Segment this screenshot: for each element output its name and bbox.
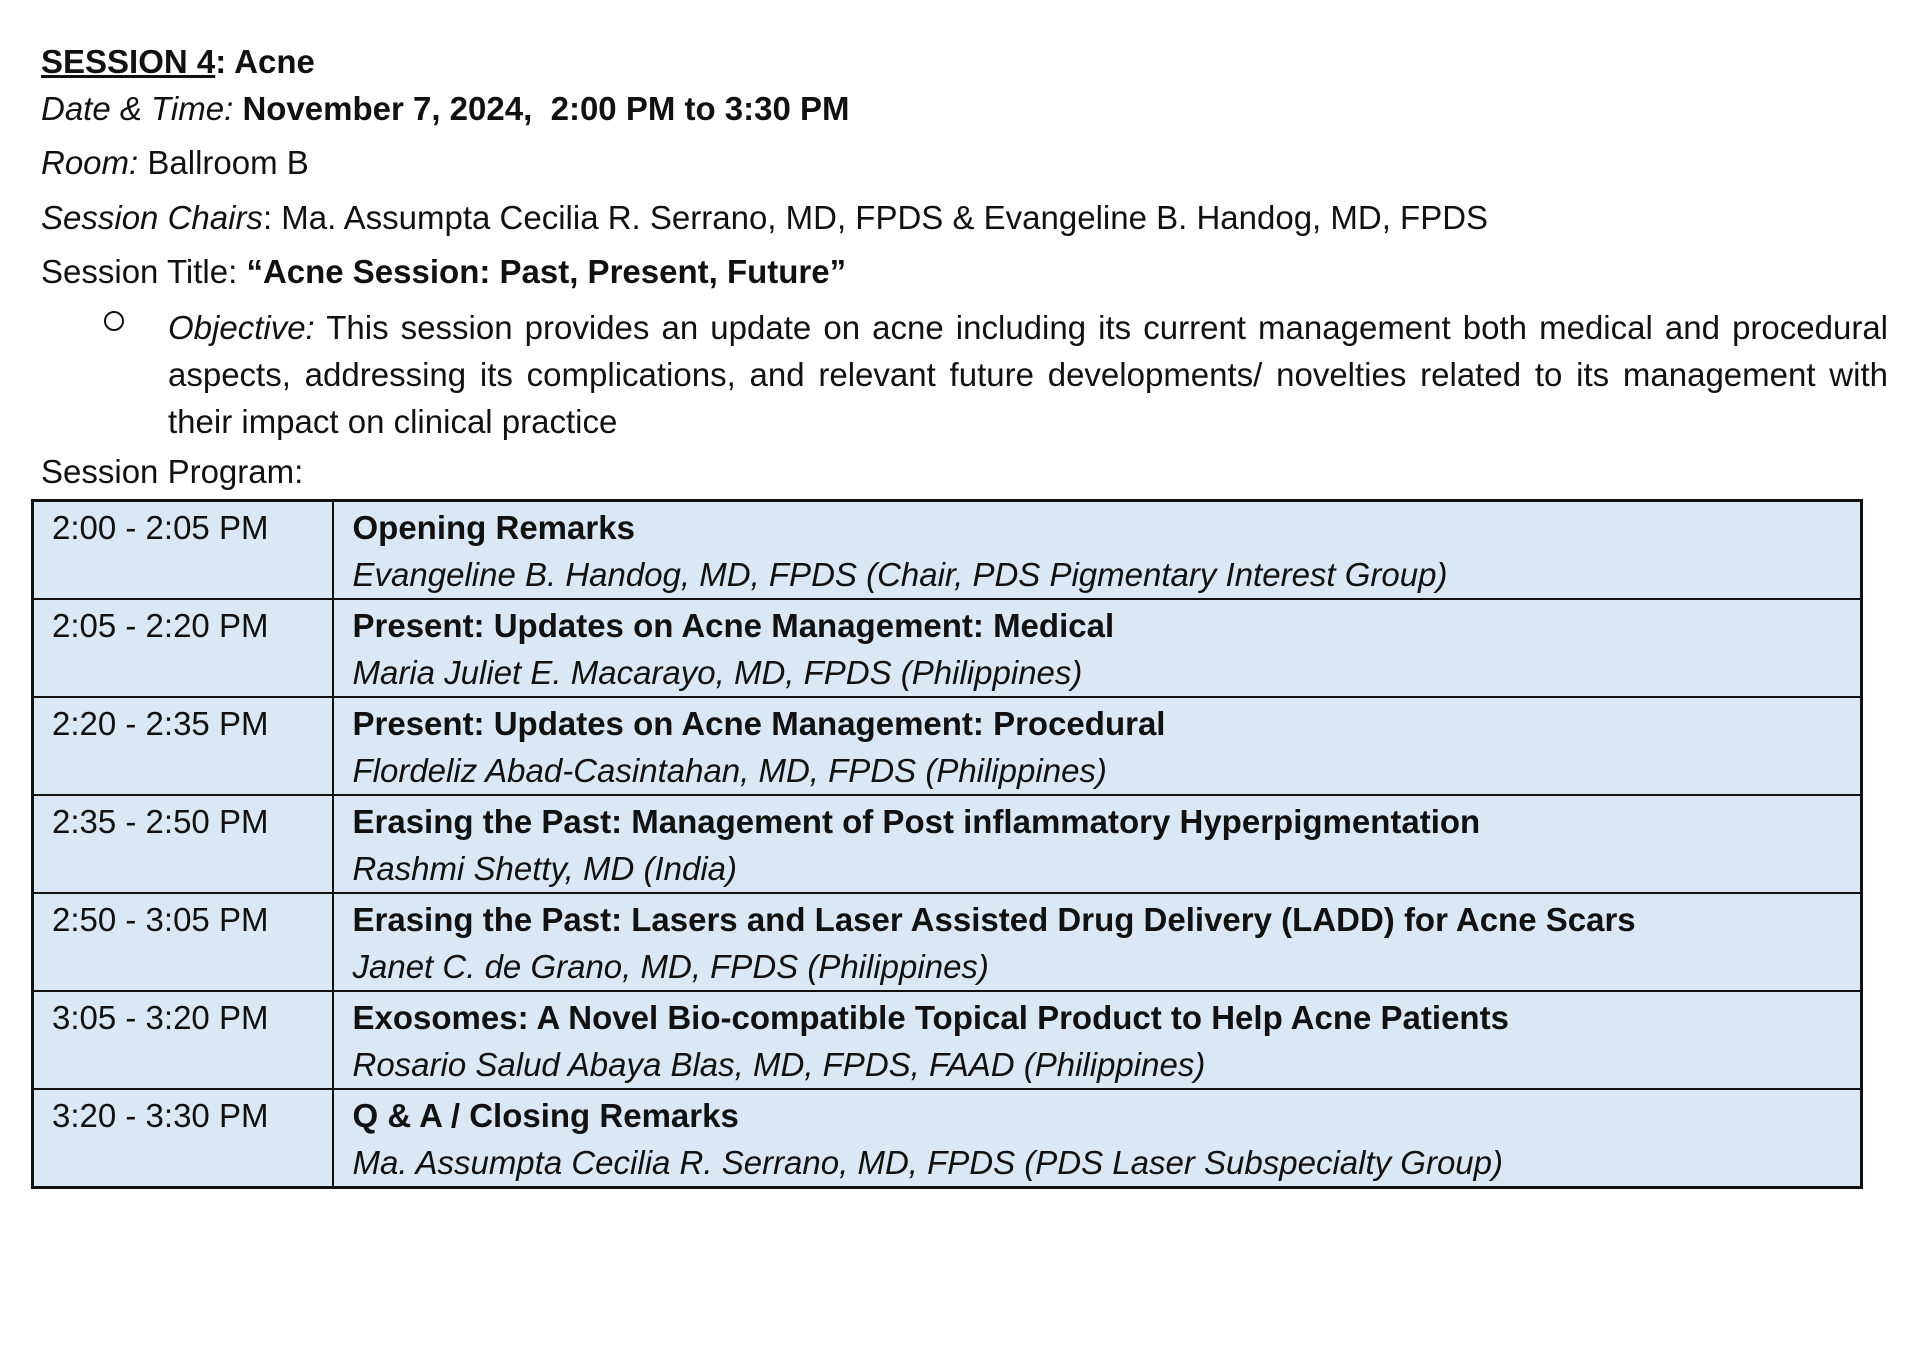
talk-title: Erasing the Past: Management of Post inflammatory Hyperpigmentation — [352, 803, 1481, 840]
chairs-label: Session Chairs — [41, 199, 263, 236]
talk-title: Q & A / Closing Remarks — [352, 1097, 739, 1134]
talk-speaker: Evangeline B. Handog, MD, FPDS (Chair, PDS Pigmentary Interest Group) — [352, 556, 1448, 593]
talk-title: Opening Remarks — [352, 509, 635, 546]
talk-cell — [333, 991, 1862, 1089]
chairs-value: : Ma. Assumpta Cecilia R. Serrano, MD, FPDS & Evangeline B. Handog, MD, FPDS — [262, 199, 1489, 236]
date-label: Date & Time: — [41, 90, 234, 127]
table-row — [33, 795, 1862, 893]
bullet-circle-icon — [104, 311, 124, 331]
table-row — [33, 1089, 1862, 1188]
objective-paragraph — [168, 304, 1888, 445]
chairs-line — [41, 196, 1488, 240]
objective-label: Objective: — [168, 309, 315, 346]
talk-speaker: Janet C. de Grano, MD, FPDS (Philippines) — [352, 948, 989, 985]
table-row — [33, 599, 1862, 697]
time-cell: 2:05 - 2:20 PM — [33, 599, 333, 697]
time-cell: 3:20 - 3:30 PM — [33, 1089, 333, 1188]
talk-speaker: Maria Juliet E. Macarayo, MD, FPDS (Philippines) — [352, 654, 1083, 691]
table-row — [33, 697, 1862, 795]
objective-text: This session provides an update on acne including its current management both medical and procedural aspects, addressing its complications, and relevant future developments/ novelties related to its management with their impact on clinical practice — [168, 309, 1888, 440]
session-title-label: Session Title: — [41, 253, 247, 290]
talk-cell — [333, 697, 1862, 795]
talk-speaker: Rashmi Shetty, MD (India) — [352, 850, 737, 887]
talk-title: Exosomes: A Novel Bio-compatible Topical Product to Help Acne Patients — [352, 999, 1509, 1036]
talk-cell — [333, 893, 1862, 991]
date-value: November 7, 2024, 2:00 PM to 3:30 PM — [242, 90, 850, 127]
talk-cell — [333, 795, 1862, 893]
session-program-table — [31, 499, 1863, 1189]
room-label: Room: — [41, 144, 139, 181]
talk-speaker: Ma. Assumpta Cecilia R. Serrano, MD, FPDS (PDS Laser Subspecialty Group) — [352, 1144, 1504, 1181]
talk-title: Present: Updates on Acne Management: Procedural — [352, 705, 1166, 742]
session-label: SESSION 4 — [41, 43, 216, 80]
room-line — [41, 141, 309, 185]
date-time-line — [41, 87, 850, 131]
talk-cell — [333, 1089, 1862, 1188]
talk-cell — [333, 501, 1862, 600]
room-value: Ballroom B — [147, 144, 309, 181]
time-cell: 2:20 - 2:35 PM — [33, 697, 333, 795]
time-cell: 2:35 - 2:50 PM — [33, 795, 333, 893]
talk-speaker: Rosario Salud Abaya Blas, MD, FPDS, FAAD (Philippines) — [352, 1046, 1206, 1083]
table-row — [33, 893, 1862, 991]
session-title-value: “Acne Session: Past, Present, Future” — [246, 253, 847, 290]
talk-speaker: Flordeliz Abad-Casintahan, MD, FPDS (Philippines) — [352, 752, 1107, 789]
time-cell: 2:50 - 3:05 PM — [33, 893, 333, 991]
talk-title: Present: Updates on Acne Management: Medical — [352, 607, 1115, 644]
session-name: : Acne — [215, 43, 315, 80]
talk-title: Erasing the Past: Lasers and Laser Assisted Drug Delivery (LADD) for Acne Scars — [352, 901, 1636, 938]
talk-cell — [333, 599, 1862, 697]
session-heading — [41, 40, 315, 84]
program-label: Session Program: — [41, 453, 304, 490]
session-title-line — [41, 250, 846, 294]
table-row — [33, 501, 1862, 600]
time-cell: 3:05 - 3:20 PM — [33, 991, 333, 1089]
time-cell: 2:00 - 2:05 PM — [33, 501, 333, 600]
table-row — [33, 991, 1862, 1089]
